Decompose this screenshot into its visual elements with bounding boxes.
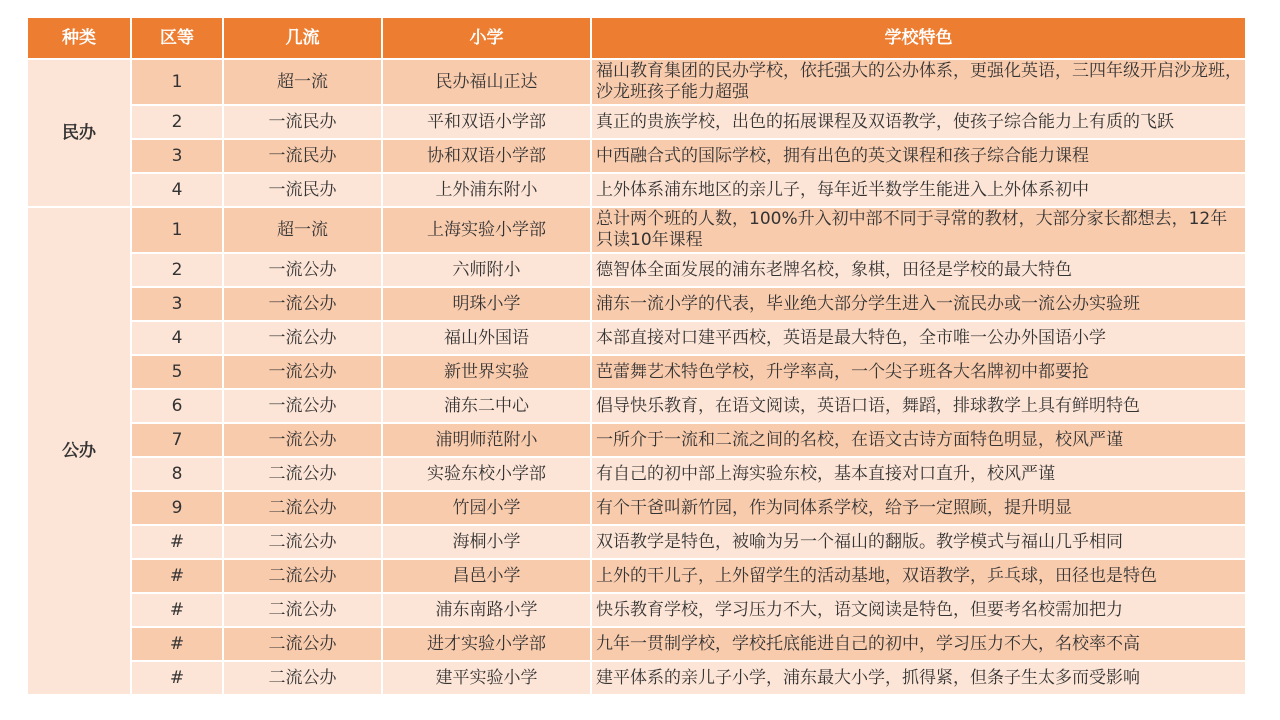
tier-cell: 超一流	[224, 60, 383, 106]
school-cell: 平和双语小学部	[383, 106, 592, 140]
school-cell: 新世界实验	[383, 356, 592, 390]
feature-cell: 福山教育集团的民办学校，依托强大的公办体系，更强化英语，三四年级开启沙龙班，沙龙班孩子能力超强	[592, 60, 1247, 106]
header-rank: 区等	[132, 18, 224, 60]
table-row	[28, 594, 1247, 628]
rank-cell: 7	[132, 424, 224, 458]
rank-cell: 3	[132, 140, 224, 174]
tier-cell: 一流公办	[224, 356, 383, 390]
rank-cell: #	[132, 560, 224, 594]
feature-cell: 九年一贯制学校，学校托底能进自己的初中，学习压力不大，名校率不高	[592, 628, 1247, 662]
feature-cell: 建平体系的亲儿子小学，浦东最大小学，抓得紧，但条子生太多而受影响	[592, 662, 1247, 696]
school-cell: 昌邑小学	[383, 560, 592, 594]
table-row	[28, 628, 1247, 662]
tier-cell: 二流公办	[224, 662, 383, 696]
school-cell: 海桐小学	[383, 526, 592, 560]
rank-cell: 2	[132, 254, 224, 288]
school-cell: 上外浦东附小	[383, 174, 592, 208]
table-row	[28, 208, 1247, 254]
rank-cell: 4	[132, 322, 224, 356]
feature-cell: 有自己的初中部上海实验东校，基本直接对口直升，校风严谨	[592, 458, 1247, 492]
table-row	[28, 322, 1247, 356]
feature-cell: 上外的干儿子，上外留学生的活动基地，双语教学，乒乓球，田径也是特色	[592, 560, 1247, 594]
school-cell: 进才实验小学部	[383, 628, 592, 662]
table-row	[28, 140, 1247, 174]
tier-cell: 二流公办	[224, 458, 383, 492]
table-row	[28, 174, 1247, 208]
header-feature: 学校特色	[592, 18, 1247, 60]
feature-cell: 倡导快乐教育，在语文阅读，英语口语，舞蹈，排球教学上具有鲜明特色	[592, 390, 1247, 424]
category-cell-public: 公办	[28, 208, 132, 696]
tier-cell: 二流公办	[224, 594, 383, 628]
header-school: 小学	[383, 18, 592, 60]
tier-cell: 一流民办	[224, 174, 383, 208]
table-row	[28, 356, 1247, 390]
table-row	[28, 106, 1247, 140]
school-cell: 福山外国语	[383, 322, 592, 356]
feature-cell: 有个干爸叫新竹园，作为同体系学校，给予一定照顾，提升明显	[592, 492, 1247, 526]
rank-cell: 5	[132, 356, 224, 390]
feature-cell: 快乐教育学校，学习压力不大，语文阅读是特色，但要考名校需加把力	[592, 594, 1247, 628]
table-row	[28, 560, 1247, 594]
school-cell: 建平实验小学	[383, 662, 592, 696]
table-row	[28, 60, 1247, 106]
category-cell-private: 民办	[28, 60, 132, 208]
table-row	[28, 492, 1247, 526]
table-row	[28, 288, 1247, 322]
school-cell: 浦东二中心	[383, 390, 592, 424]
feature-cell: 一所介于一流和二流之间的名校，在语文古诗方面特色明显，校风严谨	[592, 424, 1247, 458]
tier-cell: 一流公办	[224, 254, 383, 288]
school-table	[28, 18, 1247, 696]
school-cell: 六师附小	[383, 254, 592, 288]
school-cell: 上海实验小学部	[383, 208, 592, 254]
tier-cell: 一流公办	[224, 322, 383, 356]
table-row	[28, 424, 1247, 458]
feature-cell: 浦东一流小学的代表，毕业绝大部分学生进入一流民办或一流公办实验班	[592, 288, 1247, 322]
feature-cell: 芭蕾舞艺术特色学校，升学率高，一个尖子班各大名牌初中都要抢	[592, 356, 1247, 390]
tier-cell: 一流公办	[224, 288, 383, 322]
rank-cell: #	[132, 628, 224, 662]
table-row	[28, 390, 1247, 424]
tier-cell: 一流民办	[224, 106, 383, 140]
tier-cell: 一流公办	[224, 424, 383, 458]
school-table-container	[28, 18, 1247, 696]
feature-cell: 德智体全面发展的浦东老牌名校，象棋，田径是学校的最大特色	[592, 254, 1247, 288]
rank-cell: 8	[132, 458, 224, 492]
school-cell: 协和双语小学部	[383, 140, 592, 174]
feature-cell: 本部直接对口建平西校，英语是最大特色，全市唯一公办外国语小学	[592, 322, 1247, 356]
rank-cell: 3	[132, 288, 224, 322]
rank-cell: 1	[132, 60, 224, 106]
tier-cell: 一流民办	[224, 140, 383, 174]
school-cell: 浦明师范附小	[383, 424, 592, 458]
tier-cell: 二流公办	[224, 628, 383, 662]
tier-cell: 超一流	[224, 208, 383, 254]
rank-cell: 1	[132, 208, 224, 254]
header-category: 种类	[28, 18, 132, 60]
school-cell: 明珠小学	[383, 288, 592, 322]
rank-cell: #	[132, 594, 224, 628]
table-row	[28, 526, 1247, 560]
rank-cell: #	[132, 662, 224, 696]
rank-cell: 4	[132, 174, 224, 208]
tier-cell: 二流公办	[224, 492, 383, 526]
school-cell: 实验东校小学部	[383, 458, 592, 492]
school-cell: 浦东南路小学	[383, 594, 592, 628]
rank-cell: #	[132, 526, 224, 560]
table-row	[28, 458, 1247, 492]
school-cell: 民办福山正达	[383, 60, 592, 106]
table-row	[28, 662, 1247, 696]
tier-cell: 二流公办	[224, 526, 383, 560]
feature-cell: 总计两个班的人数，100%升入初中部不同于寻常的教材，大部分家长都想去，12年只读10年课程	[592, 208, 1247, 254]
rank-cell: 2	[132, 106, 224, 140]
feature-cell: 上外体系浦东地区的亲儿子，每年近半数学生能进入上外体系初中	[592, 174, 1247, 208]
feature-cell: 双语教学是特色，被喻为另一个福山的翻版。教学模式与福山几乎相同	[592, 526, 1247, 560]
header-tier: 几流	[224, 18, 383, 60]
feature-cell: 真正的贵族学校，出色的拓展课程及双语教学，使孩子综合能力上有质的飞跃	[592, 106, 1247, 140]
feature-cell: 中西融合式的国际学校，拥有出色的英文课程和孩子综合能力课程	[592, 140, 1247, 174]
header-row	[28, 18, 1247, 60]
school-cell: 竹园小学	[383, 492, 592, 526]
tier-cell: 一流公办	[224, 390, 383, 424]
table-row	[28, 254, 1247, 288]
tier-cell: 二流公办	[224, 560, 383, 594]
rank-cell: 9	[132, 492, 224, 526]
rank-cell: 6	[132, 390, 224, 424]
